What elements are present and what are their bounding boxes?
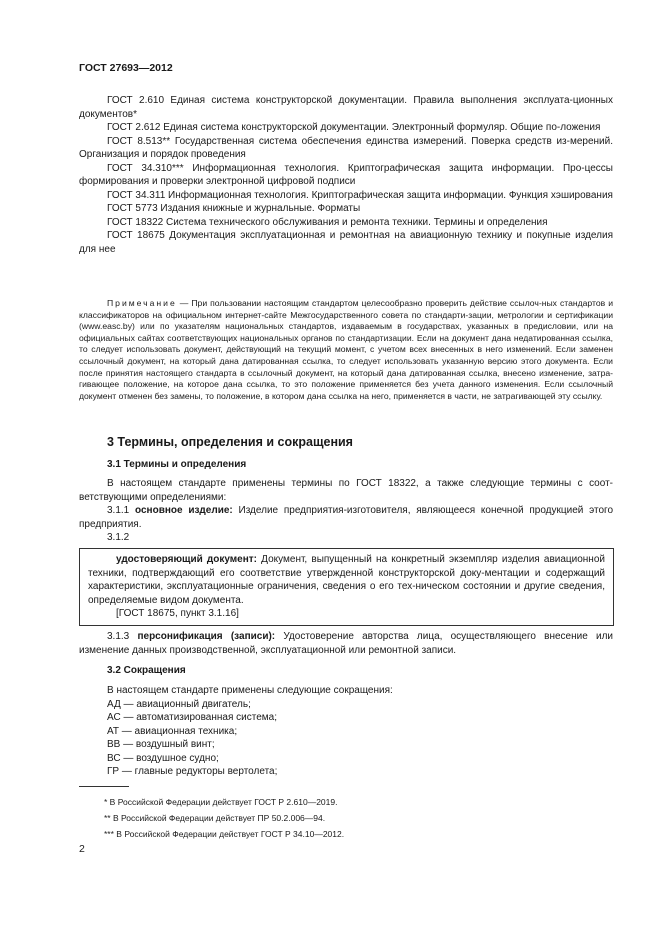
footnote-divider: [79, 786, 129, 787]
term-definition: Изделие предприятия-изготовителя, являющееся конечной продукцией этого предприятия.: [79, 505, 613, 530]
abbreviation-item: АД — авиационный двигатель;: [107, 698, 251, 710]
page-header-title: ГОСТ 27693—2012: [79, 62, 173, 74]
reference-item: ГОСТ 18675 Документация эксплуатационная и ремонтная на авиационную технику и покупные изделия для нее: [79, 230, 613, 255]
abbreviations-list: [107, 684, 393, 779]
abbreviation-item: АТ — авиационная техника;: [107, 725, 238, 737]
footnote-item: *** В Российской Федерации действует ГОСТ Р 34.10—2012.: [104, 829, 345, 839]
reference-item: ГОСТ 34.311 Информационная технология. Криптографическая защита информации. Функция хэширования: [107, 189, 613, 201]
section-3-2-title: 3.2 Сокращения: [107, 665, 186, 676]
section-3-1-title: 3.1 Термины и определения: [107, 459, 247, 470]
abbreviation-item: ГР — главные редукторы вертолета;: [107, 766, 278, 777]
reference-item: ГОСТ 8.513** Государственная система обеспечения единства измерений. Поверка средств из-мерений. Организация и порядок проведения: [79, 135, 613, 160]
terms-intro-text: В настоящем стандарте применены термины по ГОСТ 18322, а также следующие термины с соот-ветствующими определениями:: [79, 478, 613, 503]
term-3-1-2-box: [79, 548, 614, 626]
reference-item: ГОСТ 18322 Система технического обслуживания и ремонта техники. Термины и определения: [107, 216, 548, 228]
abbreviation-item: ВС — воздушное судно;: [107, 752, 219, 764]
references-list: [79, 94, 613, 256]
term-source: [ГОСТ 18675, пункт 3.1.16]: [116, 608, 239, 619]
term-name: основное изделие:: [135, 505, 233, 516]
note-text: — При пользовании настоящим стандартом целесообразно проверить действие ссылоч-ных стандартов и классификаторов на официальном интернет-сайте Межгосударственного совета по стандарти-зации, метрологии и сертификации (www.easc.by) или по указателям национальных стандартов, издаваемым в государствах, указанных в предисловии, или на официальных сайтах соответствующих национальных органов по стандартизации. Если на документ дана недатированная ссылка, то следует использовать документ, действующий на текущий момент, с учетом всех внесенных в него изменений. Если заменен ссылочный документ, на который дана датированная ссылка, то следует использовать указанную версию этого документа. Если после принятия настоящего стандарта в ссылочный документ, на который дана датированная ссылка, внесено изменение, затра-гивающее положение, на которое дана ссылка, то это положение применяется без учета данного изменения. Если ссылочный документ отменен без замены, то положение, в котором дана ссылка на него, применяется в части, не затрагивающей эту ссылку.: [79, 298, 613, 401]
term-definition: Удостоверение авторства лица, осуществляющего внесение или изменение данных производственной, эксплуатационной или ремонтной записи.: [79, 631, 614, 656]
footnotes: [104, 797, 344, 840]
term-number: 3.1.2: [107, 532, 130, 543]
footnote-item: ** В Российской Федерации действует ПР 50.2.006—94.: [104, 813, 326, 823]
term-definition: Документ, выпущенный на конкретный экземпляр изделия авиационной техники, подтверждающий его соответствие утвержденной конструкторской доку-ментации и содержащий характеристики, эксплуатационные ограничения, сведения о его тех-ническом состоянии и другие сведения, определяемые видом документа.: [88, 554, 605, 606]
term-name: персонификация (записи):: [137, 631, 276, 642]
abbreviation-item: ВВ — воздушный винт;: [107, 739, 215, 750]
section-3-title: 3 Термины, определения и сокращения: [107, 435, 353, 449]
reference-item: ГОСТ 2.610 Единая система конструкторской документации. Правила выполнения эксплуата-ционных документов*: [79, 95, 613, 120]
term-name: удостоверяющий документ:: [116, 554, 258, 565]
note-label: Примечание: [107, 298, 177, 308]
terms-intro: [79, 477, 613, 545]
term-3-1-1: [79, 504, 613, 531]
abbreviation-item: АС — автоматизированная система;: [107, 712, 277, 723]
abbreviations-intro: В настоящем стандарте применены следующие сокращения:: [107, 685, 393, 696]
page-number: 2: [79, 843, 85, 855]
note-block: [79, 298, 613, 402]
reference-item: ГОСТ 5773 Издания книжные и журнальные. Форматы: [107, 203, 361, 214]
reference-item: ГОСТ 34.310*** Информационная технология. Криптографическая защита информации. Про-цессы формирования и проверки электронной цифровой подписи: [79, 162, 613, 187]
term-number: 3.1.1: [107, 505, 130, 516]
term-number: 3.1.3: [107, 631, 130, 642]
footnote-item: * В Российской Федерации действует ГОСТ Р 2.610—2019.: [104, 797, 338, 807]
term-3-1-3: [79, 630, 613, 657]
reference-item: ГОСТ 2.612 Единая система конструкторской документации. Электронный формуляр. Общие по-ложения: [107, 122, 601, 133]
